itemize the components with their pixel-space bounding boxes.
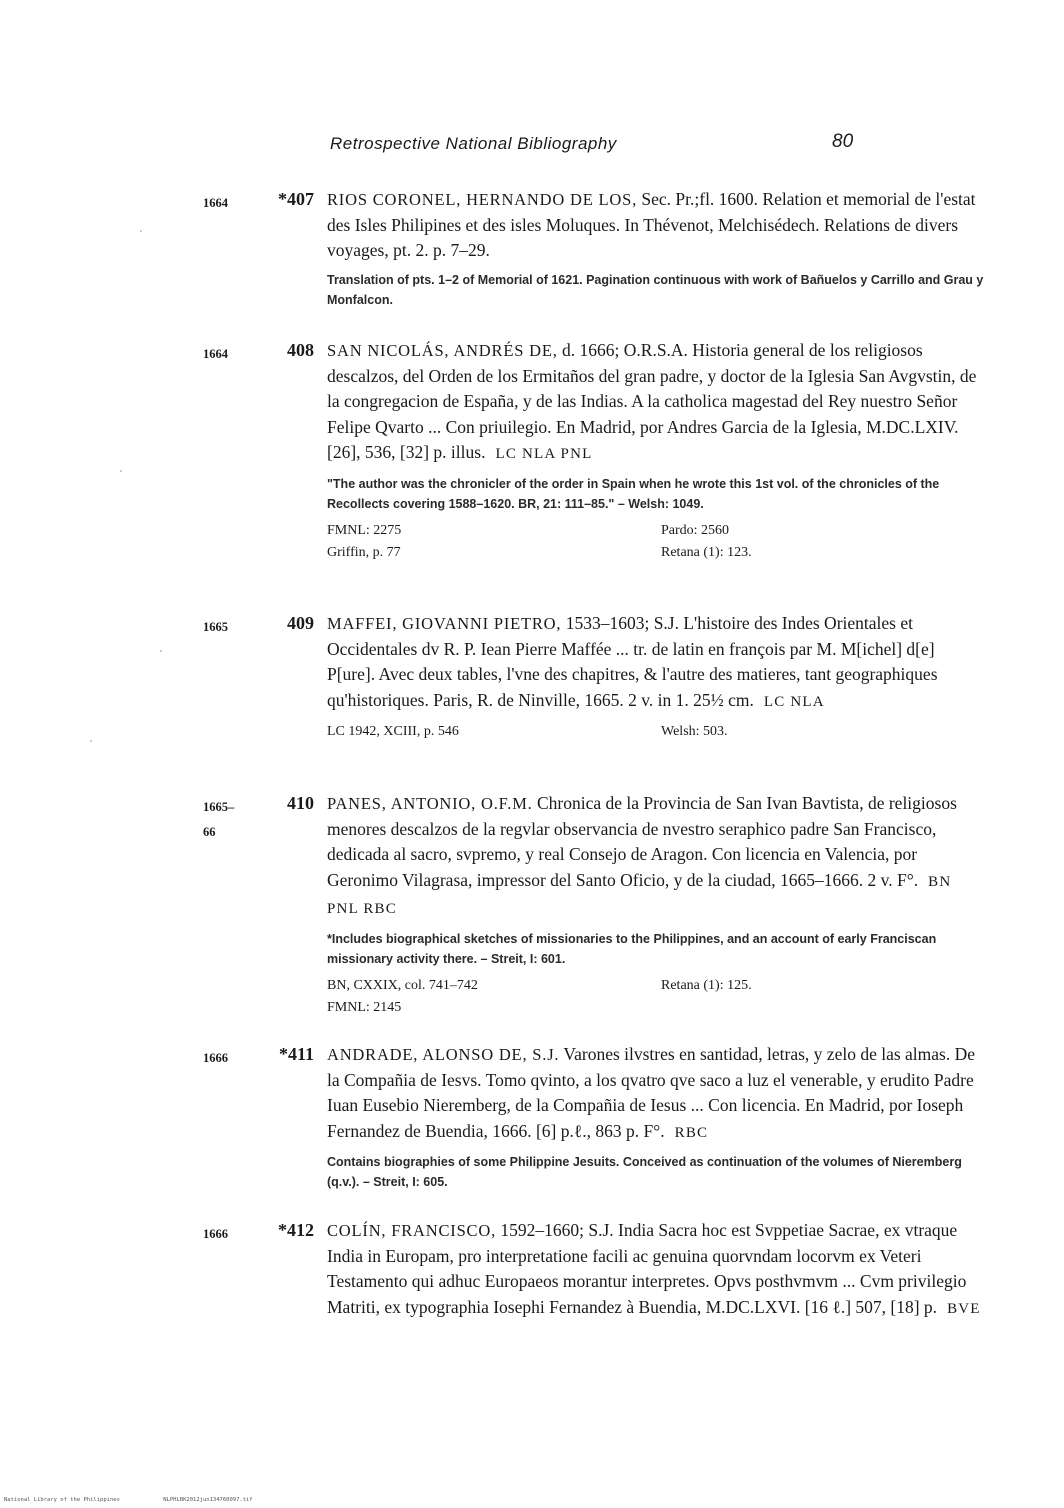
entry-author: ANDRADE, ALONSO DE, S.J. [327,1045,560,1064]
reference [661,997,961,1019]
entry-citation [327,1042,987,1146]
reference: Retana (1): 125. [661,977,752,993]
entry-author: PANES, ANTONIO, O.F.M. [327,794,533,813]
reference: LC 1942, XCIII, p. 546 [327,724,459,739]
reference: Griffin, p. 77 [327,544,401,560]
reference: FMNL: 2145 [327,999,402,1015]
entry-number: 410 [287,793,314,813]
entry-number: *412 [278,1220,314,1240]
entry-libraries: LC NLA PNL [495,446,593,462]
entry-libraries: BVE [947,1300,981,1317]
entry-note: "The author was the chronicler of the order in Spain when he wrote this 1st vol. of the chronicles of the Recollects covering 1588–1620. BR, 21: 111–85." – Welsh: 1049. [327,476,940,511]
scan-speck [160,650,162,652]
entry-body [327,187,987,310]
entry-note: *Includes biographical sketches of missionaries to the Philippines, and an account of early Franciscan missionary activity there. – Streit, I: 601. [327,931,937,966]
entry-author: COLÍN, FRANCISCO, [327,1221,496,1240]
entry-text: Sec. Pr.;fl. 1600. Relation et memorial de l'estat des Isles Philipines et des isles Moluques. In Thévenot, Melchisédech. Relations de divers voyages, pt. 2. p. 7–29. [327,189,976,260]
scan-speck [140,230,142,232]
entry-references [327,520,987,564]
reference: BN, CXXIX, col. 741–742 [327,977,478,993]
entry-year: 1665 [203,620,228,634]
entry-text: Chronica de la Provincia de San Ivan Bavtista, de religiosos menores descalzos de la regvlar observancia de nvestro seraphico padre San Francisco, dedicada al sacro, svpremo, y real Consejo de Aragon. Con licencia en Valencia, por Geronimo Vilagrasa, impressor del Santo Oficio, y de la ciudad, 1665–1666. 2 v. F°. [327,793,957,890]
entry-note: Translation of pts. 1–2 of Memorial of 1621. Pagination continuous with work of Bañuelos y Carrillo and Grau y Monfalcon. [327,272,984,307]
entry-citation [327,611,987,715]
entry-body [327,1042,987,1192]
reference: Pardo: 2560 [661,522,730,538]
entry-number: *411 [278,1044,314,1064]
entry-body [327,1218,987,1322]
entry-author: MAFFEI, GIOVANNI PIETRO, [327,614,562,633]
entry-libraries: LC NLA [763,693,825,710]
entry-year: 1664 [203,347,228,361]
entry-libraries: RBC [674,1124,709,1141]
entry-number: 409 [287,613,314,633]
entry-text: d. 1666; O.R.S.A. Historia general de los religiosos descalzos, del Orden de los Ermitaños del gran padre, y doctor de la Iglesia San Avgvstin, de la congregacion de España, y de las Indias. A la catholica magestad del Rey nuestro Señor Felipe Qvarto ... Con priuilegio. En Madrid, por Andres Garcia de la Iglesia, M.DC.LXIV. [26], 536, [32] p. illus. [327,340,977,462]
running-header [330,131,870,164]
footer-filename: NLPHLBK2012jun134760097.tif [163,1497,253,1503]
entry-note: Contains biographies of some Philippine Jesuits. Conceived as continuation of the volumes of Nieremberg (q.v.). – Streit, I: 605. [327,1155,962,1189]
entry-year: 1666 [203,1051,228,1065]
reference: Welsh: 503. [661,724,728,739]
entry-body [327,338,987,564]
entry-author: SAN NICOLÁS, ANDRÉS DE, [327,341,558,360]
entry-citation [327,1218,987,1322]
entry-author: RIOS CORONEL, HERNANDO DE LOS, [327,190,638,209]
page-number: 80 [832,131,854,152]
entry-text: 1533–1603; S.J. L'histoire des Indes Orientales et Occidentales dv R. P. Iean Pierre Maffée ... tr. de latin en françois par M. M[ichel] d[e] P[ure]. Avec deux tables, l'vne des chapitres, & l'autre des matieres, tant geographiques qu'historiques. Paris, R. de Ninville, 1665. 2 v. in 1. 25½ cm. [327,613,938,710]
entry-body [327,611,987,743]
scan-speck [90,740,92,742]
entry-year: 1666 [203,1227,228,1241]
reference: Retana (1): 123. [661,544,752,560]
header-title: Retrospective National Bibliography [330,134,617,153]
entry-citation [327,187,987,264]
footer-source: National Library of the Philippines [4,1497,120,1503]
entry-number: *407 [278,189,314,209]
entry-references [327,975,987,1019]
entry-text: 1592–1660; S.J. India Sacra hoc est Svppetiae Sacrae, ex vtraque India in Europam, pro interpretatione facili ac genuina quorvndam locorvm ex Veteri Testamento qui adhuc Europaeos morantur interpretes. Opvs posthvmvm ... Cvm privilegio Matriti, ex typographia Iosephi Fernandez à Buendia, M.DC.LXVI. [16 ℓ.] 507, [18] p. [327,1220,967,1317]
entry-body [327,791,987,1019]
entry-citation [327,338,987,468]
entry-references [327,721,987,743]
entry-text: Varones ilvstres en santidad, letras, y zelo de las almas. De la Compañia de Iesvs. Tomo qvinto, a los qvatro qve saco a luz el venerable, y erudito Padre Iuan Eusebio Nieremberg, de la Compañia de Iesus ... Con licencia. En Madrid, por Ioseph Fernandez de Buendia, 1666. [6] p.ℓ., 863 p. F°. [327,1044,976,1141]
entry-year: 1664 [203,196,228,210]
entry-year: 1665– 66 [203,800,235,839]
entry-libraries: BN PNL RBC [327,873,952,917]
entry-citation [327,791,987,923]
entry-number: 408 [287,340,314,360]
reference: FMNL: 2275 [327,522,402,538]
scan-footer [4,1497,293,1503]
scan-speck [120,470,122,472]
